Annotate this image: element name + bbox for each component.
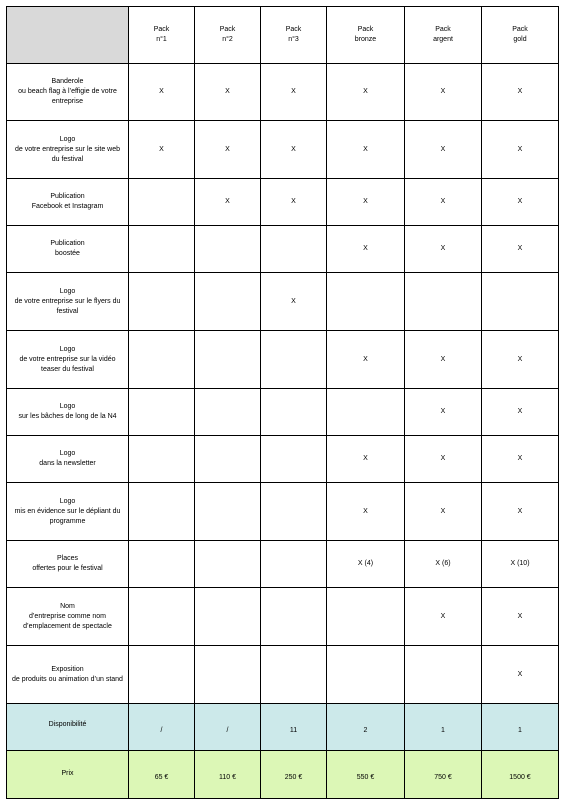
table-row bbox=[7, 121, 559, 179]
feature-label: Nom d’entreprise comme nom d’emplacement de spectacle bbox=[7, 588, 129, 646]
feature-cell bbox=[195, 646, 261, 704]
feature-label: Publication boostée bbox=[7, 226, 129, 273]
feature-label: Logo de votre entreprise sur le flyers du festival bbox=[7, 273, 129, 331]
table-row bbox=[7, 389, 559, 436]
feature-cell: X bbox=[482, 179, 559, 226]
price-row-value: 1500 € bbox=[482, 751, 559, 799]
feature-cell bbox=[129, 541, 195, 588]
feature-label: Banderole ou beach flag à l’effigie de votre entreprise bbox=[7, 64, 129, 121]
feature-cell: X bbox=[405, 483, 482, 541]
feature-cell: X bbox=[195, 121, 261, 179]
feature-cell bbox=[195, 483, 261, 541]
pack-comparison bbox=[6, 6, 559, 799]
feature-cell: X bbox=[327, 436, 405, 483]
feature-cell: X bbox=[327, 331, 405, 389]
feature-cell bbox=[129, 483, 195, 541]
feature-cell bbox=[129, 179, 195, 226]
feature-cell bbox=[129, 331, 195, 389]
availability-row-value: 2 bbox=[327, 704, 405, 751]
header-row bbox=[7, 7, 559, 64]
feature-cell: X bbox=[482, 483, 559, 541]
feature-label: Publication Facebook et Instagram bbox=[7, 179, 129, 226]
feature-cell bbox=[195, 331, 261, 389]
feature-cell: X bbox=[129, 121, 195, 179]
price-row bbox=[7, 751, 559, 799]
table-row bbox=[7, 179, 559, 226]
feature-cell bbox=[261, 646, 327, 704]
table-body bbox=[7, 7, 559, 799]
feature-cell: X bbox=[482, 64, 559, 121]
feature-cell bbox=[195, 541, 261, 588]
availability-row bbox=[7, 704, 559, 751]
feature-cell bbox=[261, 541, 327, 588]
feature-cell: X bbox=[482, 389, 559, 436]
feature-cell: X bbox=[327, 483, 405, 541]
feature-cell: X bbox=[129, 64, 195, 121]
feature-label: Logo sur les bâches de long de la N4 bbox=[7, 389, 129, 436]
pack-header: Pack n°1 bbox=[129, 7, 195, 64]
feature-cell bbox=[261, 226, 327, 273]
feature-cell: X bbox=[327, 179, 405, 226]
feature-cell bbox=[327, 273, 405, 331]
feature-cell: X bbox=[261, 64, 327, 121]
feature-cell bbox=[261, 331, 327, 389]
feature-cell bbox=[195, 226, 261, 273]
feature-label: Places offertes pour le festival bbox=[7, 541, 129, 588]
feature-cell: X bbox=[405, 121, 482, 179]
feature-label: Exposition de produits ou animation d’un stand bbox=[7, 646, 129, 704]
availability-row-value: 1 bbox=[405, 704, 482, 751]
table-row bbox=[7, 64, 559, 121]
feature-cell: X bbox=[405, 389, 482, 436]
feature-cell bbox=[195, 588, 261, 646]
feature-cell bbox=[195, 389, 261, 436]
table-row bbox=[7, 273, 559, 331]
pack-header: Pack n°2 bbox=[195, 7, 261, 64]
feature-cell: X (6) bbox=[405, 541, 482, 588]
feature-cell: X bbox=[327, 64, 405, 121]
pack-header: Pack gold bbox=[482, 7, 559, 64]
feature-cell: X bbox=[405, 226, 482, 273]
feature-cell: X bbox=[482, 226, 559, 273]
feature-cell: X bbox=[405, 436, 482, 483]
feature-cell: X bbox=[261, 179, 327, 226]
feature-cell bbox=[129, 588, 195, 646]
feature-cell bbox=[195, 273, 261, 331]
price-row-value: 550 € bbox=[327, 751, 405, 799]
feature-cell bbox=[405, 273, 482, 331]
feature-cell: X bbox=[195, 179, 261, 226]
feature-cell bbox=[261, 483, 327, 541]
feature-cell bbox=[129, 389, 195, 436]
pack-header: Pack bronze bbox=[327, 7, 405, 64]
pack-header: Pack n°3 bbox=[261, 7, 327, 64]
price-row-value: 65 € bbox=[129, 751, 195, 799]
feature-cell bbox=[327, 389, 405, 436]
feature-cell: X bbox=[405, 331, 482, 389]
feature-cell: X bbox=[405, 64, 482, 121]
availability-row-value: / bbox=[129, 704, 195, 751]
feature-cell bbox=[195, 436, 261, 483]
feature-cell bbox=[482, 273, 559, 331]
feature-cell: X bbox=[405, 588, 482, 646]
feature-cell: X bbox=[482, 588, 559, 646]
price-row-label: Prix bbox=[7, 751, 129, 799]
availability-row-value: 1 bbox=[482, 704, 559, 751]
feature-cell: X bbox=[482, 436, 559, 483]
table-row bbox=[7, 331, 559, 389]
feature-cell: X bbox=[482, 646, 559, 704]
feature-cell bbox=[129, 226, 195, 273]
table-row bbox=[7, 588, 559, 646]
header-corner-cell bbox=[7, 7, 129, 64]
feature-cell: X bbox=[261, 273, 327, 331]
feature-cell bbox=[261, 588, 327, 646]
feature-cell: X (10) bbox=[482, 541, 559, 588]
table-row bbox=[7, 541, 559, 588]
table-row bbox=[7, 646, 559, 704]
availability-row-value: / bbox=[195, 704, 261, 751]
table-row bbox=[7, 483, 559, 541]
feature-cell: X bbox=[195, 64, 261, 121]
feature-cell bbox=[327, 588, 405, 646]
feature-cell bbox=[327, 646, 405, 704]
feature-cell bbox=[405, 646, 482, 704]
feature-cell bbox=[261, 389, 327, 436]
table-row bbox=[7, 226, 559, 273]
feature-label: Logo dans la newsletter bbox=[7, 436, 129, 483]
feature-cell bbox=[129, 646, 195, 704]
price-row-value: 750 € bbox=[405, 751, 482, 799]
feature-cell: X bbox=[482, 331, 559, 389]
feature-cell: X bbox=[327, 226, 405, 273]
feature-cell: X bbox=[482, 121, 559, 179]
availability-row-value: 11 bbox=[261, 704, 327, 751]
feature-cell: X bbox=[327, 121, 405, 179]
feature-cell: X bbox=[261, 121, 327, 179]
feature-label: Logo de votre entreprise sur le site web du festival bbox=[7, 121, 129, 179]
price-row-value: 250 € bbox=[261, 751, 327, 799]
feature-cell bbox=[261, 436, 327, 483]
feature-cell bbox=[129, 436, 195, 483]
feature-cell bbox=[129, 273, 195, 331]
availability-row-label: Disponibilité bbox=[7, 704, 129, 751]
feature-label: Logo mis en évidence sur le dépliant du programme bbox=[7, 483, 129, 541]
pack-header: Pack argent bbox=[405, 7, 482, 64]
price-row-value: 110 € bbox=[195, 751, 261, 799]
feature-cell: X bbox=[405, 179, 482, 226]
feature-label: Logo de votre entreprise sur la vidéo teaser du festival bbox=[7, 331, 129, 389]
table-row bbox=[7, 436, 559, 483]
pack-comparison-table bbox=[6, 6, 559, 799]
feature-cell: X (4) bbox=[327, 541, 405, 588]
